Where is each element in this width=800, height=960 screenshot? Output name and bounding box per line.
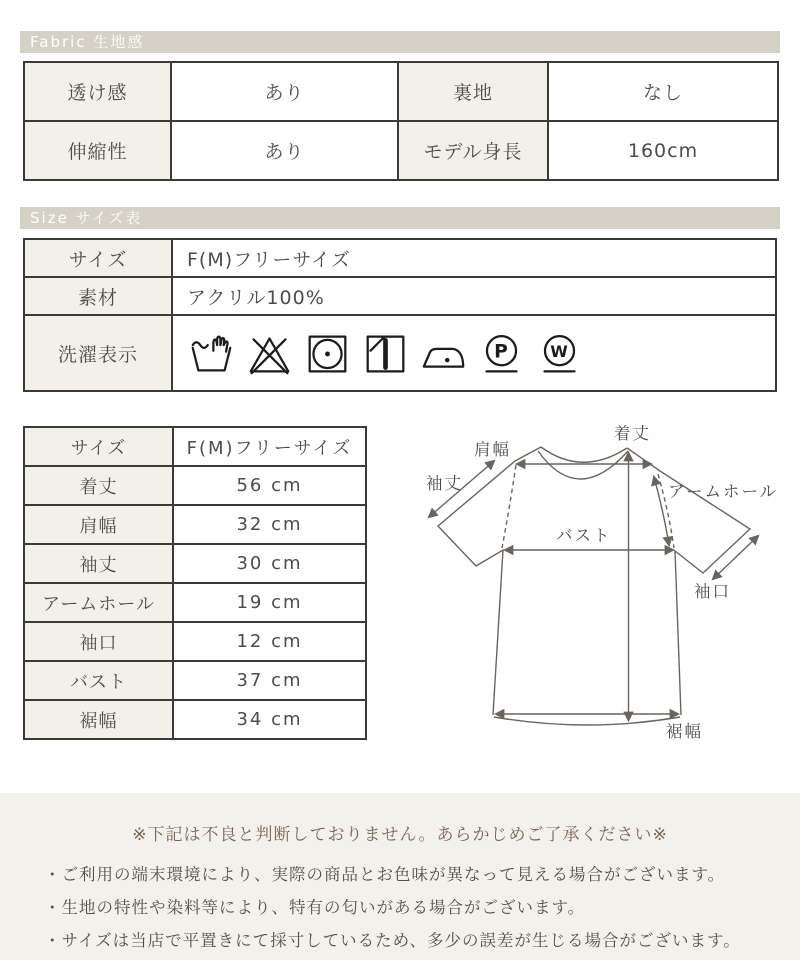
table-row xyxy=(24,622,366,661)
fabric-label-stretch: 伸縮性 xyxy=(24,121,171,180)
table-row xyxy=(24,427,366,466)
tshirt-left-armhole-dashed xyxy=(502,465,516,548)
measurements-table xyxy=(23,426,367,740)
table-row xyxy=(24,62,778,121)
wet-clean-w-icon xyxy=(537,331,582,376)
table-row xyxy=(24,466,366,505)
fabric-value-stretch: あり xyxy=(171,121,398,180)
table-row xyxy=(24,121,778,180)
tumble-dry-low-icon xyxy=(305,331,350,376)
hand-wash-icon xyxy=(189,331,234,376)
tshirt-hem-curve xyxy=(494,717,680,725)
table-row xyxy=(24,700,366,739)
diagram-label-body-length: 着丈 xyxy=(614,424,651,443)
table-row xyxy=(24,544,366,583)
diagram-label-sleeve-length: 袖丈 xyxy=(426,474,463,493)
svg-text:W: W xyxy=(550,341,569,361)
size-info-table xyxy=(23,238,777,392)
material-label: 素材 xyxy=(24,277,172,315)
size-section-header: Size サイズ表 xyxy=(20,207,780,229)
meas-value-sleeve: 30 cm xyxy=(173,544,366,583)
diagram-label-cuff: 袖口 xyxy=(694,582,731,601)
diagram-label-bust: バスト xyxy=(556,526,612,545)
meas-label-armhole: アームホール xyxy=(24,583,173,622)
meas-value-length: 56 cm xyxy=(173,466,366,505)
do-not-bleach-icon xyxy=(247,331,292,376)
care-icons-row xyxy=(187,331,774,376)
diagram-label-shoulder-width: 肩幅 xyxy=(474,440,511,459)
table-row xyxy=(24,505,366,544)
meas-label-sleeve: 袖丈 xyxy=(24,544,173,583)
tshirt-back-neckline xyxy=(541,447,627,462)
material-value: アクリル100% xyxy=(172,277,776,315)
meas-value-cuff: 12 cm xyxy=(173,622,366,661)
notes-list xyxy=(0,858,800,957)
table-row xyxy=(24,277,776,315)
meas-label-length: 着丈 xyxy=(24,466,173,505)
fabric-value-lining: なし xyxy=(548,62,778,121)
note-item-smell: ・生地の特性や染料等により、特有の匂いがある場合がございます。 xyxy=(44,898,586,917)
meas-label-hem: 裾幅 xyxy=(24,700,173,739)
care-label: 洗濯表示 xyxy=(24,315,172,391)
fabric-value-model-height: 160cm xyxy=(548,121,778,180)
fabric-label-lining: 裏地 xyxy=(398,62,548,121)
fabric-label-sheerness: 透け感 xyxy=(24,62,171,121)
diagram-label-hem-width: 裾幅 xyxy=(666,722,703,741)
diagram-label-armhole: アームホール xyxy=(668,482,779,501)
iron-low-icon xyxy=(421,331,466,376)
meas-value-bust: 37 cm xyxy=(173,661,366,700)
fabric-label-model-height: モデル身長 xyxy=(398,121,548,180)
table-row xyxy=(24,315,776,391)
note-item-color: ・ご利用の端末環境により、実際の商品とお色味が異なって見える場合がございます。 xyxy=(44,865,726,884)
table-row xyxy=(24,583,366,622)
meas-value-hem: 34 cm xyxy=(173,700,366,739)
tshirt-measurement-diagram xyxy=(398,421,780,773)
hang-dry-in-shade-icon xyxy=(363,331,408,376)
fabric-table xyxy=(23,61,779,181)
care-icons-cell xyxy=(172,315,776,391)
meas-label-bust: バスト xyxy=(24,661,173,700)
notes-section xyxy=(0,793,800,960)
fabric-section-header: Fabric 生地感 xyxy=(20,31,780,53)
dry-clean-p-icon xyxy=(479,331,524,376)
table-row xyxy=(24,239,776,277)
note-item-size-error: ・サイズは当店で平置きにて採寸しているため、多少の誤差が生じる場合がございます。 xyxy=(44,931,741,950)
meas-value-shoulder: 32 cm xyxy=(173,505,366,544)
notes-heading: ※下記は不良と判断しておりません。あらかじめご了承ください※ xyxy=(132,825,668,845)
meas-label-cuff: 袖口 xyxy=(24,622,173,661)
size-value: F(M)フリーサイズ xyxy=(172,239,776,277)
meas-label-size: サイズ xyxy=(24,427,173,466)
size-label: サイズ xyxy=(24,239,172,277)
meas-value-size: F(M)フリーサイズ xyxy=(173,427,366,466)
meas-label-shoulder: 肩幅 xyxy=(24,505,173,544)
armhole-arrow xyxy=(654,477,669,545)
svg-text:P: P xyxy=(494,340,509,362)
table-row xyxy=(24,661,366,700)
meas-value-armhole: 19 cm xyxy=(173,583,366,622)
fabric-value-sheerness: あり xyxy=(171,62,398,121)
